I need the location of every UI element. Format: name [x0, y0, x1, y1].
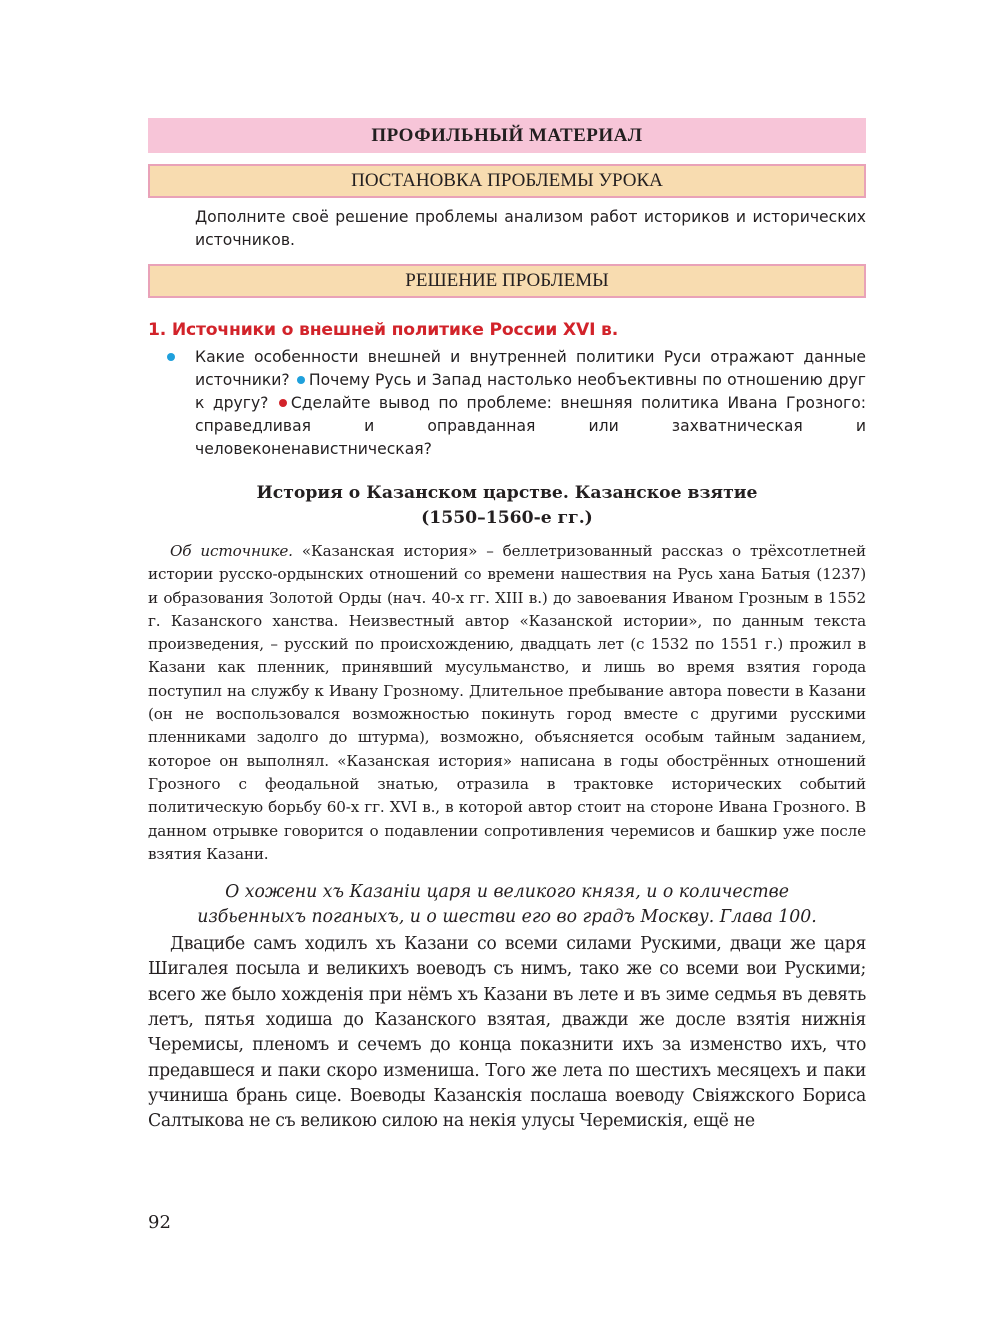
profile-material-label: ПРОФИЛЬНЫЙ МАТЕРИАЛ	[371, 125, 643, 146]
source-body-text: Двацибе самъ ходилъ хъ Казани со всеми силами Рускими, дваци же царя Шигалея посыла и великихъ воеводъ съ нимъ, тако же со всеми вои Рускими; всего же было хожденія при нёмъ хъ Казани въ лете и въ зиме седмья въ девять летъ, пятья ходиша до Казанского взятая, дважди же досле взятія нижнія Черемисы, пленомъ и сечемъ до конца показнити ихъ за изменство ихъ, что предавшеся и паки скоро измениша. Того же лета по шестихъ месяцехъ и паки учиниша брань сице. Воеводы Казанскія послаша воеводу Свіяжского Бориса Салтыкова не съ великою силою на некія улусы Черемискія, ещё не	[148, 934, 866, 1132]
page-number: 92	[148, 1212, 171, 1233]
bullet-dot-icon	[297, 376, 305, 384]
source-description-label: Об источнике.	[170, 542, 293, 560]
document-title-line-1: История о Казанском царстве. Казанское взятие	[256, 483, 758, 503]
document-title	[148, 481, 866, 531]
document-title-line-2: (1550–1560-е гг.)	[421, 508, 593, 528]
bullet-dot-icon	[279, 399, 287, 407]
bullet-dot-icon	[167, 353, 175, 361]
question-3: Сделайте вывод по проблеме: внешняя политика Ивана Грозного: справедливая и оправданная или захватническая и человеконенавистническая?	[195, 394, 866, 458]
chapter-title-line-2: избьенныхъ поганыхъ, и о шестви его во градъ Москву. Глава 100.	[197, 907, 817, 928]
profile-material-banner	[148, 118, 866, 153]
problem-statement-label: ПОСТАНОВКА ПРОБЛЕМЫ УРОКА	[351, 170, 663, 191]
problem-statement-text: Дополните своё решение проблемы анализом работ историков и исторических источников.	[195, 208, 866, 249]
problem-statement-banner	[148, 164, 866, 198]
chapter-title-line-1: О хожени хъ Казаніи царя и великого князя, и о количестве	[225, 882, 789, 903]
solution-banner	[148, 264, 866, 298]
section-heading: 1. Источники о внешней политике России XVI в.	[148, 320, 619, 340]
source-description-text: «Казанская история» – беллетризованный рассказ о трёхсотлетней истории русско-ордынских отношений со времени нашествия на Русь хана Батыя (1237) и образования Золотой Орды (нач. 40-х гг. XIII в.) до завоевания Иваном Грозным в 1552 г. Казанского ханства. Неизвестный автор «Казанской истории», по данным текста произведения, – русский по происхождению, двадцать лет (с 1532 по 1551 г.) прожил в Казани как пленник, принявший мусульманство, и лишь во время взятия города поступил на службу к Ивану Грозному. Длительное пребывание автора повести в Казани (он не воспользовался возможностью покинуть город вместе с другими русскими пленниками задолго до штурма), возможно, объясняется особым тайным заданием, которое он выполнял. «Казанская история» написана в годы обострённых отношений Грозного с феодальной знатью, отразила в трактовке исторических событий политическую борьбу 60-х гг. XVI в., в которой автор стоит на стороне Ивана Грозного. В данном отрывке говорится о подавлении сопротивления черемисов и башкир уже после взятия Казани.	[148, 542, 866, 863]
page-content	[148, 118, 866, 1135]
solution-label: РЕШЕНИЕ ПРОБЛЕМЫ	[405, 270, 609, 291]
question-list	[195, 346, 866, 461]
chapter-title	[148, 880, 866, 930]
question-2: Почему Русь и Запад настолько необъективны по отношению друг к другу?	[195, 371, 866, 412]
source-description	[148, 540, 866, 866]
question-1: Какие особенности внешней и внутренней политики Руси отражают данные источники?	[195, 348, 866, 389]
